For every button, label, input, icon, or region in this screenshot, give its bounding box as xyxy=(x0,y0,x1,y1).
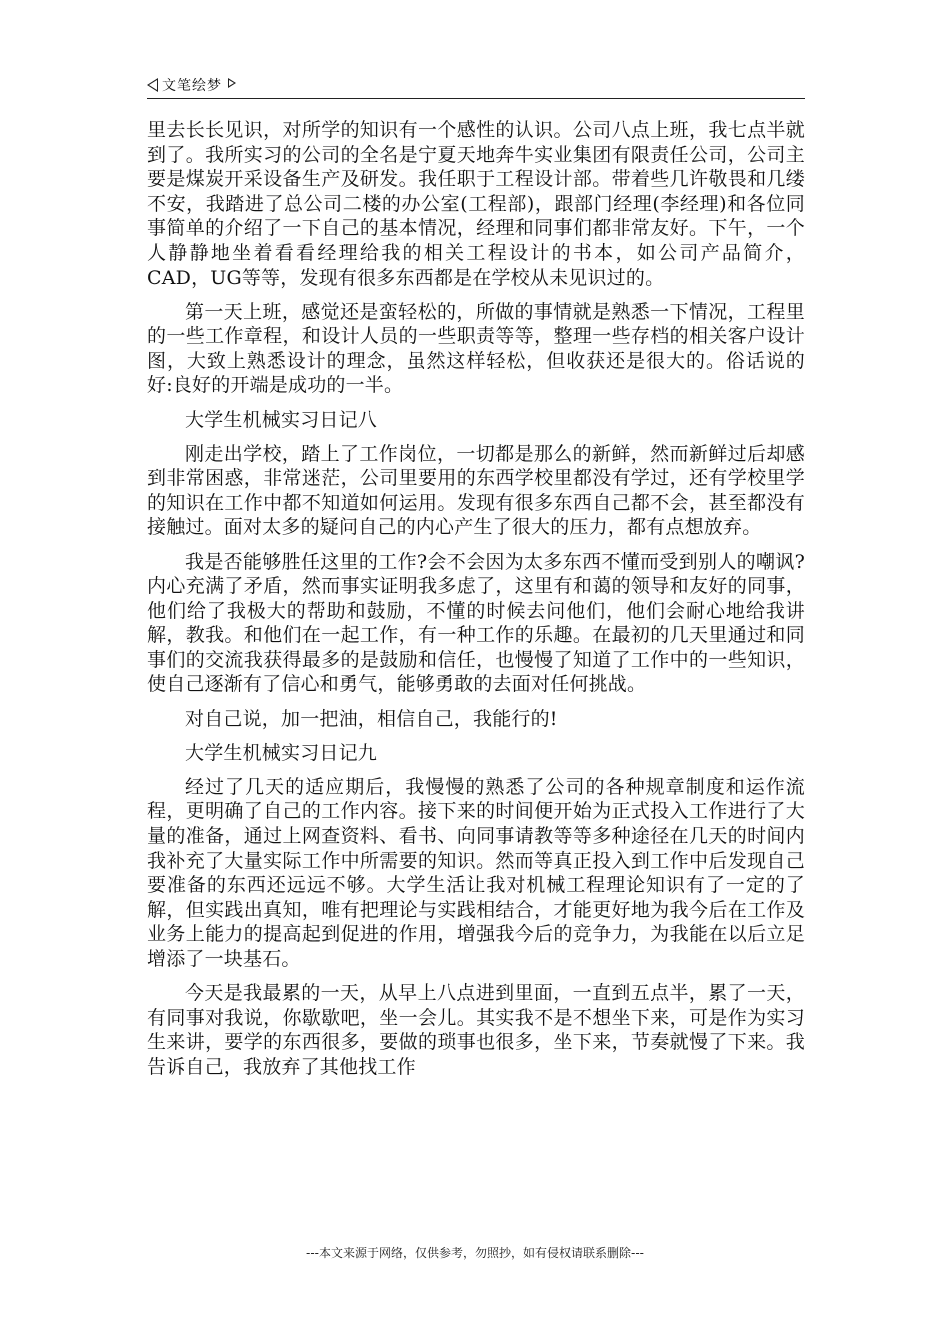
section-heading-9: 大学生机械实习日记九 xyxy=(185,741,378,764)
header-brand: 文笔绘梦 xyxy=(162,78,222,94)
section-heading-8: 大学生机械实习日记八 xyxy=(185,408,378,431)
document-body xyxy=(147,118,805,1089)
paragraph-4: 我是否能够胜任这里的工作?会不会因为太多东西不懂而受到别人的嘲讽?内心充满了矛盾，然而事实证明我多虑了，这里有和蔼的领导和友好的同事，他们给了我极大的帮助和鼓励，不懂的时候去问他们，他们会耐心地给我讲解，教我。和他们在一起工作，有一种工作的乐趣。在最初的几天里通过和同事们的交流我获得最多的是鼓励和信任，也慢慢了知道了工作中的一些知识，使自己逐渐有了信心和勇气，能够勇敢的去面对任何挑战。 xyxy=(147,550,805,696)
triangle-left-outline-icon xyxy=(147,78,158,92)
paragraph-6: 经过了几天的适应期后，我慢慢的熟悉了公司的各种规章制度和运作流程，更明确了自己的工作内容。接下来的时间便开始为正式投入工作进行了大量的准备，通过上网查资料、看书、向同事请教等等多种途径在几天的时间内我补充了大量实际工作中所需要的知识。然而等真正投入到工作中后发现自己要准备的东西还远远不够。大学生活让我对机械工程理论知识有了一定的了解，但实践出真知，唯有把理论与实践相结合，才能更好地为我今后在工作及业务上能力的提高起到促进的作用，增强我今后的竞争力，为我能在以后立足增添了一块基石。 xyxy=(147,775,805,970)
paragraph-3: 刚走出学校，踏上了工作岗位，一切都是那么的新鲜，然而新鲜过后却感到非常困惑，非常迷茫，公司里要用的东西学校里都没有学过，还有学校里学的知识在工作中都不知道如何运用。发现有很多东西自己都不会，甚至都没有接触过。面对太多的疑问自己的内心产生了很大的压力，都有点想放弃。 xyxy=(147,442,805,539)
page-footer-disclaimer: ---本文来源于网络，仅供参考，勿照抄，如有侵权请联系删除--- xyxy=(306,1246,644,1260)
paragraph-2: 第一天上班，感觉还是蛮轻松的，所做的事情就是熟悉一下情况，工程里的一些工作章程，和设计人员的一些职责等等，整理一些存档的相关客户设计图，大致上熟悉设计的理念，虽然这样轻松，但收获还是很大的。俗话说的好:良好的开端是成功的一半。 xyxy=(147,300,805,397)
paragraph-1: 里去长长见识，对所学的知识有一个感性的认识。公司八点上班，我七点半就到了。我所实习的公司的全名是宁夏天地奔牛实业集团有限责任公司，公司主要是煤炭开采设备生产及研发。我任职于工程设计部。带着些几许敬畏和几缕不安，我踏进了总公司二楼的办公室(工程部)，跟部门经理(李经理)和各位同事简单的介绍了一下自己的基本情况，经理和同事们都非常友好。下午，一个人静静地坐着看看经理给我的相关工程设计的书本，如公司产品简介，CAD，UG等等，发现有很多东西都是在学校从未见识过的。 xyxy=(147,119,805,289)
triangle-right-outline-icon xyxy=(228,78,236,88)
paragraph-5: 对自己说，加一把油，相信自己，我能行的! xyxy=(185,707,558,730)
paragraph-7: 今天是我最累的一天，从早上八点进到里面，一直到五点半，累了一天，有同事对我说，你歇歇吧，坐一会儿。其实我不是不想坐下来，可是作为实习生来讲，要学的东西很多，要做的琐事也很多，坐下来，节奏就慢了下来。我告诉自己，我放弃了其他找工作 xyxy=(147,982,805,1078)
page-header xyxy=(147,72,805,99)
